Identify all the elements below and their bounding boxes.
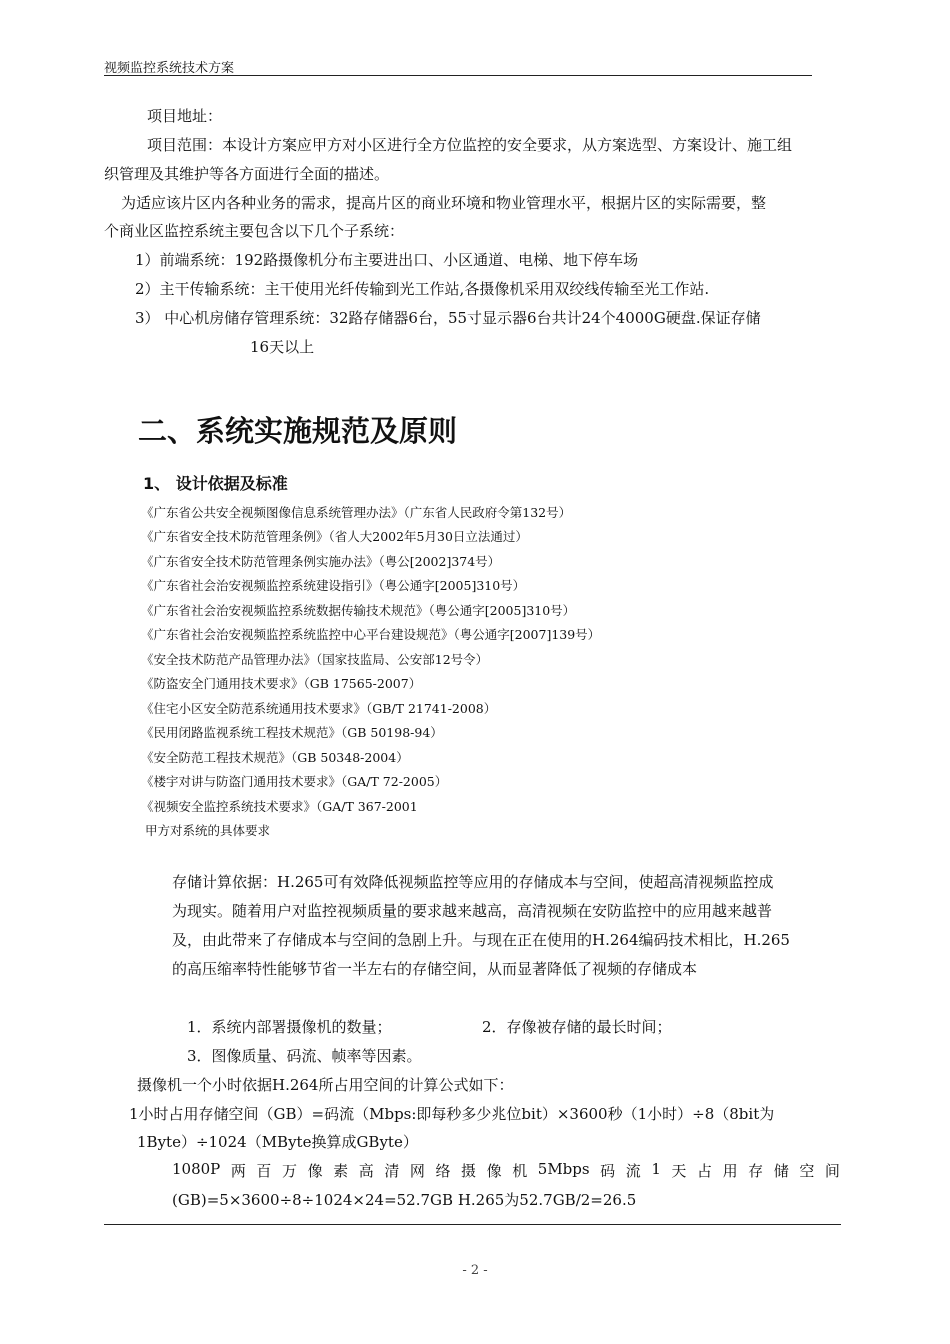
standard-item: 《住宅小区安全防范系统通用技术要求》（GB/T 21741-2008）	[141, 701, 497, 716]
running-header: 视频监控系统技术方案	[104, 61, 235, 76]
example-word: 存	[748, 1162, 764, 1180]
standard-item: 《广东省社会治安视频监控系统监控中心平台建设规范》（粤公通字[2007]139号）	[141, 627, 601, 642]
storage-example-line-1	[172, 1160, 840, 1181]
storage-factor-1: 1．系统内部署摄像机的数量；	[187, 1018, 392, 1036]
standard-item: 《广东省公共安全视频图像信息系统管理办法》（广东省人民政府令第132号）	[141, 505, 572, 520]
standard-item: 《广东省安全技术防范管理条例》（省人大2002年5月30日立法通过）	[141, 529, 528, 544]
standard-item: 《视频安全监控系统技术要求》（GA/T 367-2001	[141, 799, 418, 814]
example-word: 摄	[461, 1162, 477, 1180]
header-rule	[104, 75, 812, 76]
example-word: 用	[722, 1162, 738, 1180]
example-word: 清	[384, 1162, 400, 1180]
example-word: 1	[651, 1160, 661, 1178]
standard-item: 《广东省社会治安视频监控系统数据传输技术规范》（粤公通字[2005]310号）	[141, 603, 576, 618]
project-address: 项目地址：	[147, 107, 223, 125]
example-word: 网	[409, 1162, 425, 1180]
standard-item: 甲方对系统的具体要求	[145, 823, 271, 838]
example-word: 天	[671, 1162, 687, 1180]
standard-item: 《安全技术防范产品管理办法》（国家技监局、公安部12号令）	[141, 652, 489, 667]
formula-line-2: 1Byte）÷1024（MByte换算成GByte）	[137, 1133, 418, 1151]
example-word: 像	[486, 1162, 502, 1180]
intro-paragraph-line-1: 为适应该片区内各种业务的需求，提高片区的商业环境和物业管理水平，根据片区的实际需要，整	[121, 194, 767, 212]
example-word: 百	[256, 1162, 272, 1180]
section-heading: 二、系统实施规范及原则	[138, 414, 458, 448]
standard-item: 《防盗安全门通用技术要求》（GB 17565-2007）	[141, 676, 422, 691]
example-word: 5Mbps	[537, 1160, 590, 1178]
example-word: 素	[333, 1162, 349, 1180]
example-word: 两	[230, 1162, 246, 1180]
project-scope-line-1: 项目范围：本设计方案应甲方对小区进行全方位监控的安全要求，从方案选型、方案设计、施工组	[147, 136, 793, 154]
example-word: 空	[799, 1162, 815, 1180]
intro-paragraph-line-2: 个商业区监控系统主要包含以下几个子系统：	[104, 222, 405, 240]
example-word: 机	[512, 1162, 528, 1180]
subsystem-item-3-continued: 16天以上	[250, 338, 315, 356]
subsection-heading: 1、 设计依据及标准	[143, 474, 288, 493]
footer-rule	[104, 1224, 841, 1225]
project-scope-line-2: 织管理及其维护等各方面进行全面的描述。	[104, 165, 390, 183]
subsystem-item-3: 3） 中心机房储存管理系统：32路存储器6台，55寸显示器6台共计24个4000G硬盘.保证存储	[135, 309, 761, 327]
example-word: 高	[358, 1162, 374, 1180]
storage-paragraph-line-2: 为现实。随着用户对监控视频质量的要求越来越高，高清视频在安防监控中的应用越来越普	[172, 902, 773, 920]
example-word: 占	[697, 1162, 713, 1180]
example-word: 像	[307, 1162, 323, 1180]
example-word: 间	[824, 1162, 840, 1180]
subsystem-item-2: 2）主干传输系统：主干使用光纤传输到光工作站,各摄像机采用双绞线传输至光工作站.	[135, 280, 710, 298]
standard-item: 《安全防范工程技术规范》（GB 50348-2004）	[141, 750, 409, 765]
page-number: - 2 -	[462, 1263, 488, 1278]
formula-line-1: 1小时占用存储空间（GB）=码流（Mbps:即每秒多少兆位bit）×3600秒（1小时）÷8（8bit为	[129, 1105, 775, 1123]
storage-paragraph-line-3: 及，由此带来了存储成本与空间的急剧上升。与现在正在使用的H.264编码技术相比，H.265	[172, 931, 790, 949]
formula-intro: 摄像机一个小时依据H.264所占用空间的计算公式如下：	[137, 1076, 514, 1094]
subsystem-item-1: 1）前端系统：192路摄像机分布主要进出口、小区通道、电梯、地下停车场	[135, 251, 639, 269]
storage-factor-3: 3．图像质量、码流、帧率等因素。	[187, 1047, 422, 1065]
storage-paragraph-line-1: 存储计算依据：H.265可有效降低视频监控等应用的存储成本与空间，使超高清视频监控成	[172, 873, 774, 891]
example-word: 1080P	[172, 1160, 221, 1178]
standard-item: 《广东省安全技术防范管理条例实施办法》（粤公[2002]374号）	[141, 554, 501, 569]
example-word: 万	[282, 1162, 298, 1180]
example-word: 储	[773, 1162, 789, 1180]
example-word: 络	[435, 1162, 451, 1180]
example-word: 码	[600, 1162, 616, 1180]
standard-item: 《楼宇对讲与防盗门通用技术要求》（GA/T 72-2005）	[141, 774, 448, 789]
storage-example-line-2: (GB)=5×3600÷8÷1024×24=52.7GB H.265为52.7GB/2=26.5	[172, 1191, 637, 1209]
storage-factor-2: 2．存像被存储的最长时间；	[482, 1018, 672, 1036]
storage-paragraph-line-4: 的高压缩率特性能够节省一半左右的存储空间，从而显著降低了视频的存储成本	[172, 960, 698, 978]
standard-item: 《民用闭路监视系统工程技术规范》（GB 50198-94）	[141, 725, 443, 740]
standard-item: 《广东省社会治安视频监控系统建设指引》（粤公通字[2005]310号）	[141, 578, 526, 593]
example-word: 流	[625, 1162, 641, 1180]
